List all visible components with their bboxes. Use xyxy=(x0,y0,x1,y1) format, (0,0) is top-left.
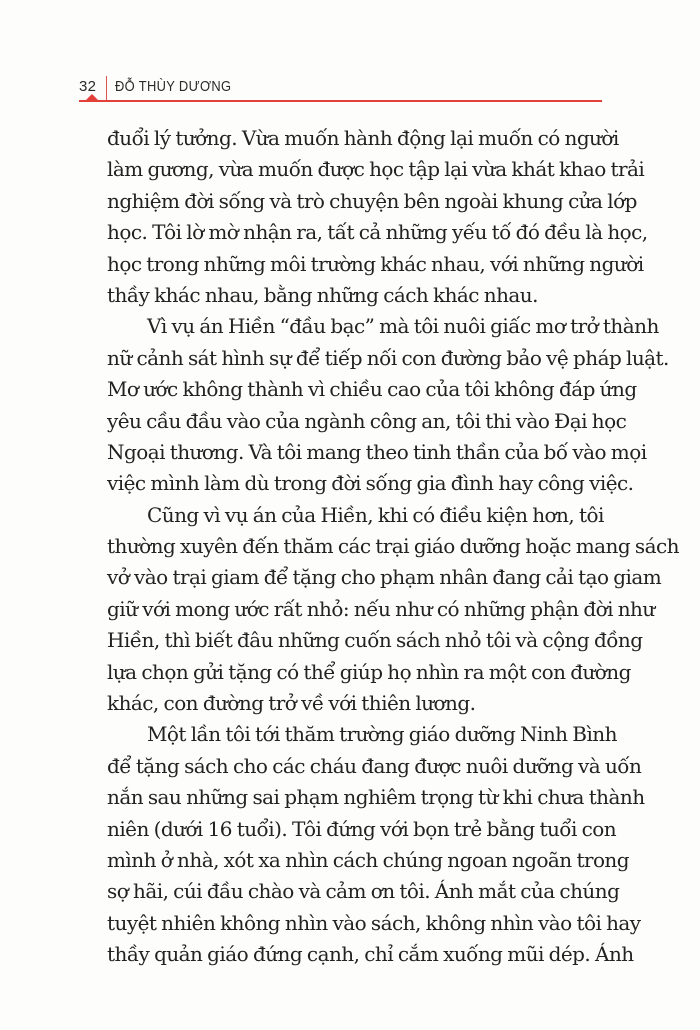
text-line: Mơ ước không thành vì chiều cao của tôi không đáp ứng xyxy=(107,377,637,402)
text-line: mình ở nhà, xót xa nhìn cách chúng ngoan ngoãn trong xyxy=(107,847,630,872)
header-marker-triangle xyxy=(86,94,98,100)
text-line: học trong những môi trường khác nhau, với những người xyxy=(107,251,644,276)
text-line: tuyệt nhiên không nhìn vào sách, không nhìn vào tôi hay xyxy=(107,910,641,935)
text-line: nữ cảnh sát hình sự để tiếp nối con đường bảo vệ pháp luật. xyxy=(107,345,669,370)
text-line: Ngoại thương. Và tôi mang theo tinh thần của bố vào mọi xyxy=(107,439,647,464)
paragraph-start-line: Cũng vì vụ án của Hiền, khi có điều kiện hơn, tôi xyxy=(147,502,604,527)
text-line: khác, con đường trở về với thiên lương. xyxy=(107,691,476,716)
text-line: sợ hãi, cúi đầu chào và cảm ơn tôi. Ánh mắt của chúng xyxy=(107,879,620,904)
text-line: làm gương, vừa muốn được học tập lại vừa khát khao trải xyxy=(107,157,645,182)
text-line: để tặng sách cho các cháu đang được nuôi dưỡng và uốn xyxy=(107,753,642,778)
text-line: thầy khác nhau, bằng những cách khác nhau. xyxy=(107,282,538,307)
text-line: vở vào trại giam để tặng cho phạm nhân đang cải tạo giam xyxy=(107,565,662,590)
text-line: giữ với mong ước rất nhỏ: nếu như có những phận đời như xyxy=(107,596,655,621)
text-line: nắn sau những sai phạm nghiêm trọng từ khi chưa thành xyxy=(107,785,645,810)
author-name: ĐỖ THÙY DƯƠNG xyxy=(115,78,232,95)
running-header xyxy=(79,76,602,102)
text-line: Hiền, thì biết đâu những cuốn sách nhỏ tôi và cộng đồng xyxy=(107,628,643,653)
text-line: lựa chọn gửi tặng có thể giúp họ nhìn ra một con đường xyxy=(107,659,631,684)
text-line: yêu cầu đầu vào của ngành công an, tôi thi vào Đại học xyxy=(107,408,627,433)
text-line: thầy quản giáo đứng cạnh, chỉ cắm xuống mũi dép. Ánh xyxy=(107,942,634,967)
body-text xyxy=(107,123,679,971)
paragraph-start-line: Một lần tôi tới thăm trường giáo dưỡng Ninh Bình xyxy=(147,722,617,747)
paragraph-start-line: Vì vụ án Hiền “đầu bạc” mà tôi nuôi giấc mơ trở thành xyxy=(147,314,659,339)
header-divider xyxy=(106,76,107,100)
text-line: học. Tôi lờ mờ nhận ra, tất cả những yếu tố đó đều là học, xyxy=(107,220,648,245)
text-line: niên (dưới 16 tuổi). Tôi đứng với bọn trẻ bằng tuổi con xyxy=(107,816,617,841)
text-line: đuổi lý tưởng. Vừa muốn hành động lại muốn có người xyxy=(107,126,619,150)
header-rule xyxy=(79,100,602,102)
text-line: việc mình làm dù trong đời sống gia đình hay công việc. xyxy=(107,471,634,496)
text-line: thường xuyên đến thăm các trại giáo dưỡng hoặc mang sách xyxy=(107,534,679,559)
page-number: 32 xyxy=(79,78,97,95)
text-line: nghiệm đời sống và trò chuyện bên ngoài khung cửa lớp xyxy=(107,188,637,213)
